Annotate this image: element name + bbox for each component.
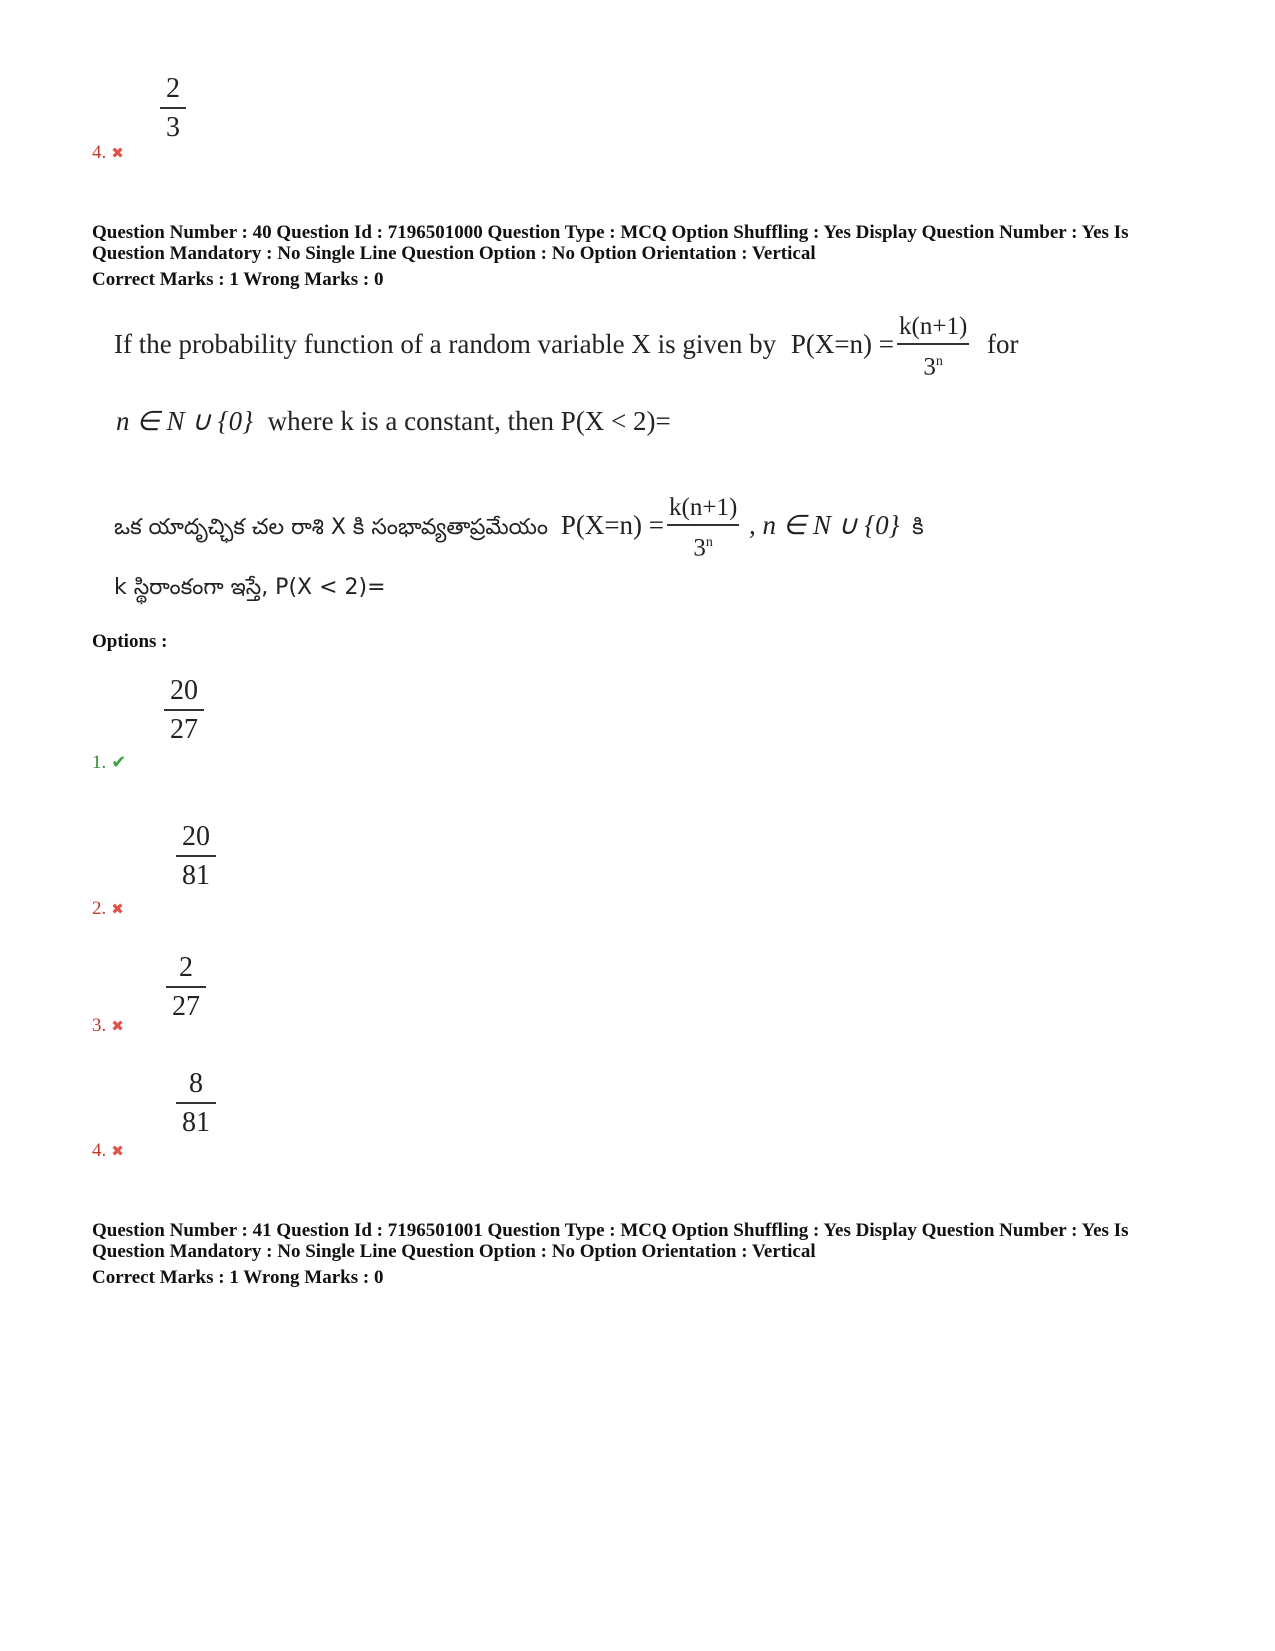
prev-option-4-fraction (160, 74, 186, 143)
fraction-bar (160, 107, 186, 109)
check-icon: ✔ (111, 752, 127, 772)
question-telugu-line1: ఒక యాదృచ్ఛిక చల రాశి X కి సంభావ్యతాప్రమేయం P(X=n) = $\frac{k(n+1)}{3^n}$ , n ∈ N ∪ {0} కి (114, 494, 924, 561)
option-2-fraction: 20 81 (176, 822, 216, 891)
option-2-label[interactable]: 2. ✖ (92, 898, 124, 919)
option-4-fraction: 8 81 (176, 1069, 216, 1138)
question-english-line2: n ∈ N ∪ {0} where k is a constant, then P(X < 2)= (116, 406, 671, 436)
question-40-meta-line1: Question Number : 40 Question Id : 7196501000 Question Type : MCQ Option Shuffling : Yes Display Question Number : Yes Is (92, 222, 1129, 243)
question-40-meta-line2: Question Mandatory : No Single Line Question Option : No Option Orientation : Vertical (92, 243, 816, 264)
question-41-meta-line1: Question Number : 41 Question Id : 7196501001 Question Type : MCQ Option Shuffling : Yes Display Question Number : Yes Is (92, 1220, 1129, 1241)
wrong-icon: ✖ (111, 1144, 124, 1160)
question-41-meta-line2: Question Mandatory : No Single Line Question Option : No Option Orientation : Vertical (92, 1241, 816, 1262)
option-3-fraction: 2 27 (166, 953, 206, 1022)
wrong-icon: ✖ (111, 1019, 124, 1035)
options-label: Options : (92, 631, 168, 652)
option-4-label[interactable]: 4. ✖ (92, 1140, 124, 1161)
option-3-label[interactable]: 3. ✖ (92, 1015, 124, 1036)
option-1-fraction: 20 27 (164, 676, 204, 745)
question-telugu-fraction: $\frac{k(n+1)}{3^n}$ (669, 494, 738, 561)
wrong-icon: ✖ (111, 146, 124, 162)
question-telugu-line2: k స్థిరాంకంగా ఇస్తే, P(X < 2)= (114, 575, 386, 600)
question-fraction: $\frac{k(n+1)}{3^n}$ (899, 313, 968, 380)
fraction-numerator: 2 (166, 73, 180, 104)
prev-option-4-label: 4. ✖ (92, 142, 124, 163)
wrong-icon: ✖ (111, 902, 124, 918)
option-1-label[interactable]: 1. ✔ (92, 752, 127, 773)
question-english-line1: If the probability function of a random variable X is given by P(X=n) = $\frac{k(n+1)}{3^n}$ for (114, 313, 1019, 380)
question-41-marks: Correct Marks : 1 Wrong Marks : 0 (92, 1267, 384, 1288)
fraction-denominator: 3 (166, 111, 180, 143)
question-40-marks: Correct Marks : 1 Wrong Marks : 0 (92, 269, 384, 290)
